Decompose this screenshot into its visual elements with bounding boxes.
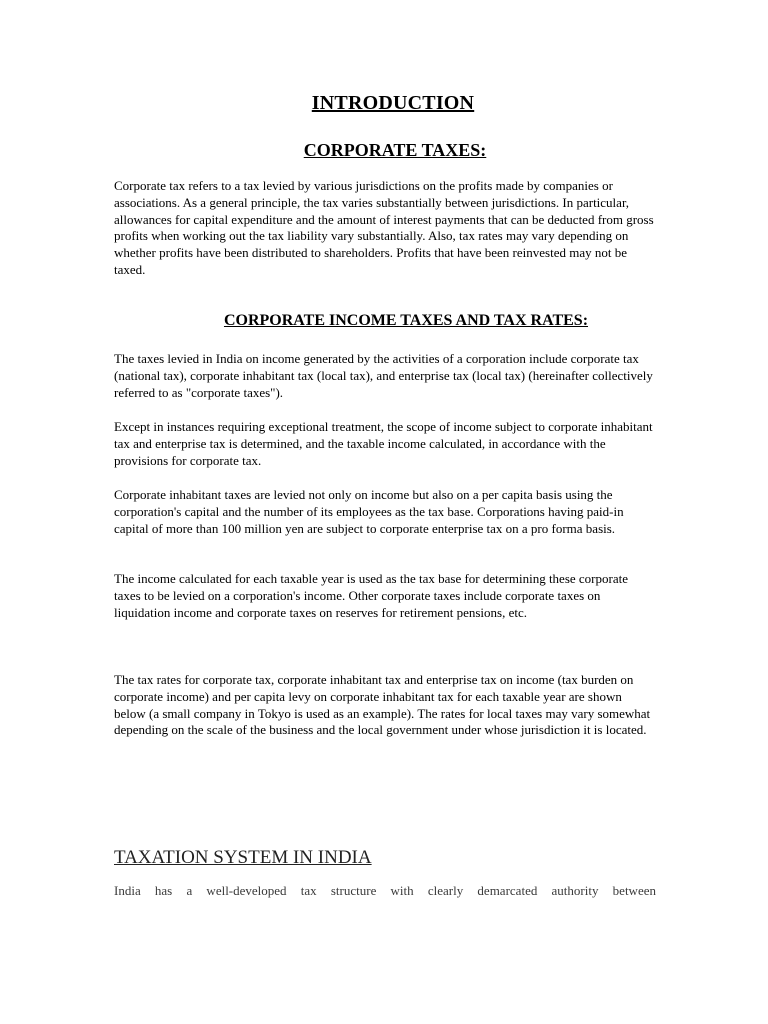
paragraph-tax-base: The income calculated for each taxable year is used as the tax base for determining these corporate taxes to be levied on a corporation's income. Other corporate taxes include corporate taxes on liquidation income and corporate taxes on reserves for retirement pensions, etc.	[114, 571, 628, 620]
paragraph-taxation-intro: India has a well-developed tax structure with clearly demarcated authority between	[114, 883, 656, 898]
section-heading-income-taxes-rates: CORPORATE INCOME TAXES AND TAX RATES:	[223, 312, 589, 329]
page-title: INTRODUCTION	[311, 92, 475, 114]
paragraph-tax-rates: The tax rates for corporate tax, corporate inhabitant tax and enterprise tax on income (tax burden on corporate income) and per capita levy on corporate inhabitant tax for each taxable year are shown below (a small company in Tokyo is used as an example). The rates for local taxes may vary somewhat depending on the scale of the business and the local government under whose jurisdiction it is located.	[114, 672, 651, 738]
paragraph-corporate-tax-definition: Corporate tax refers to a tax levied by various jurisdictions on the profits made by companies or associations. As a general principle, the tax varies substantially between jurisdictions. In particular, allowances for capital expenditure and the amount of interest payments that can be deducted from gross profits when working out the tax liability vary substantially. Also, tax rates may vary depending on whether profits have been distributed to shareholders. Profits that have been reinvested may not be taxed.	[114, 178, 654, 277]
paragraph-per-capita-basis: Corporate inhabitant taxes are levied not only on income but also on a per capita basis using the corporation's capital and the number of its employees as the tax base. Corporations having paid-in capital of more than 100 million yen are subject to corporate enterprise tax on a pro forma basis.	[114, 487, 624, 536]
section-heading-taxation-system: TAXATION SYSTEM IN INDIA	[114, 847, 372, 868]
paragraph-taxes-levied: The taxes levied in India on income generated by the activities of a corporation include corporate tax (national tax), corporate inhabitant tax (local tax), and enterprise tax (local tax) (hereinafter collectively referred to as "corporate taxes").	[114, 351, 653, 400]
section-title-corporate-taxes: CORPORATE TAXES:	[303, 140, 487, 160]
paragraph-exceptional-treatment: Except in instances requiring exceptional treatment, the scope of income subject to corporate inhabitant tax and enterprise tax is determined, and the taxable income calculated, in accordance with the provisions for corporate tax.	[114, 419, 653, 468]
